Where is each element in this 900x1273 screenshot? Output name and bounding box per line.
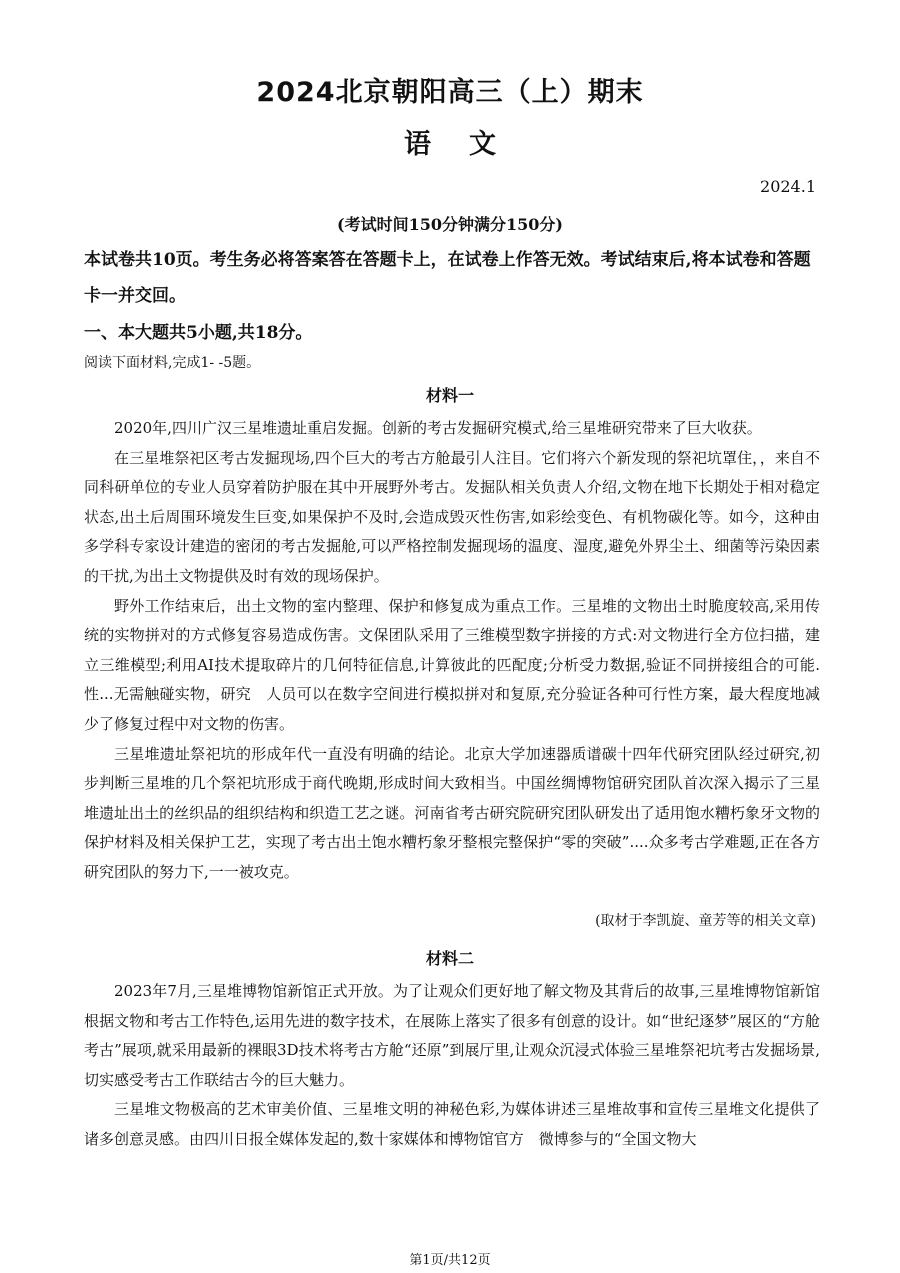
material-2-body — [84, 977, 820, 1155]
page-number: 第1页/共12页 — [409, 1253, 491, 1268]
reading-instruction: 阅读下面材料,完成1- -5题。 — [84, 355, 261, 371]
paragraph: 三星堆遗址祭祀坑的形成年代一直没有明确的结论。北京大学加速器质谱碳十四年代研究团队经过研究,初步判断三星堆的几个祭祀坑形成于商代晚期,形成时间大致相当。中国丝绸博物馆研究团队首次深入揭示了三星堆遗址出土的丝织品的组织结构和织造工艺之谜。河南省考古研究院研究团队研发出了适用饱水糟朽象牙文物的保护材料及相关保护工艺，实现了考古出土饱水糟朽象牙整根完整保护“零的突破”....众多考古学难题,正在各方研究团队的努力下,一一被攻克。 — [84, 744, 820, 881]
exam-time-note: (考试时间150分钟满分150分) — [337, 215, 563, 234]
page-title: 2024北京朝阳高三（上）期末 — [256, 77, 644, 108]
material-1-body — [84, 414, 820, 888]
paragraph: 野外工作结束后，出土文物的室内整理、保护和修复成为重点工作。三星堆的文物出土时脆度较高,采用传统的实物拼对的方式修复容易造成伤害。文保团队采用了三维模型数字拼接的方式:对文物进行全方位扫描，建立三维模型;利用AI技术提取碎片的几何特征信息,计算彼此的匹配度;分析受力数据,验证不同拼接组合的可能.性...无需触碰实物，研究 人员可以在数字空间进行模拟拼对和复原,充分验证各种可行性方案，最大程度地减少了修复过程中对文物的伤害。 — [84, 596, 820, 733]
exam-date: 2024.1 — [760, 177, 816, 196]
material-1-title: 材料一 — [425, 386, 474, 405]
paragraph: 2023年7月,三星堆博物馆新馆正式开放。为了让观众们更好地了解文物及其背后的故事,三星堆博物馆新馆根据文物和考古工作特色,运用先进的数字技术，在展陈上落实了很多有创意的设计。如“世纪逐梦”展区的“方舱考古”展项,就采用最新的裸眼3D技术将考古方舱“还原”到展厅里,让观众沉浸式体验三星堆祭祀坑考古发掘场景,切实感受考古工作联结古今的巨大魅力。 — [84, 982, 820, 1089]
subject-title: 语文 — [404, 129, 534, 160]
paragraph: 三星堆文物极高的艺术审美价值、三星堆文明的神秘色彩,为媒体讲述三星堆故事和宣传三星堆文化提供了诸多创意灵感。由四川日报全媒体发起的,数十家媒体和博物馆官方 微博参与的“全国文物大 — [84, 1100, 820, 1148]
source-citation: (取材于李凯旋、童芳等的相关文章) — [595, 913, 816, 929]
section-heading: 一、本大题共5小题,共18分。 — [84, 323, 313, 343]
material-2-title: 材料二 — [425, 949, 474, 968]
paragraph: 2020年,四川广汉三星堆遗址重启发掘。创新的考古发掘研究模式,给三星堆研究带来了巨大收获。 — [114, 419, 762, 437]
paragraph: 在三星堆祭祀区考古发掘现场,四个巨大的考古方舱最引人注目。它们将六个新发现的祭祀坑罩住，，来自不同科研单位的专业人员穿着防护服在其中开展野外考古。发掘队相关负责人介绍,文物在地下长期处于相对稳定状态,出土后周围环境发生巨变,如果保护不及时,会造成毁灭性伤害,如彩绘变色、有机物碳化等。如今，这种由多学科专家设计建造的密闭的考古发掘舱,可以严格控制发掘现场的温度、湿度,避免外界尘土、细菌等污染因素的干扰,为出土文物提供及时有效的现场保护。 — [84, 448, 820, 585]
exam-notice: 本试卷共10页。考生务必将答案答在答题卡上，在试卷上作答无效。考试结束后,将本试卷和答题卡一并交回。 — [84, 250, 811, 306]
